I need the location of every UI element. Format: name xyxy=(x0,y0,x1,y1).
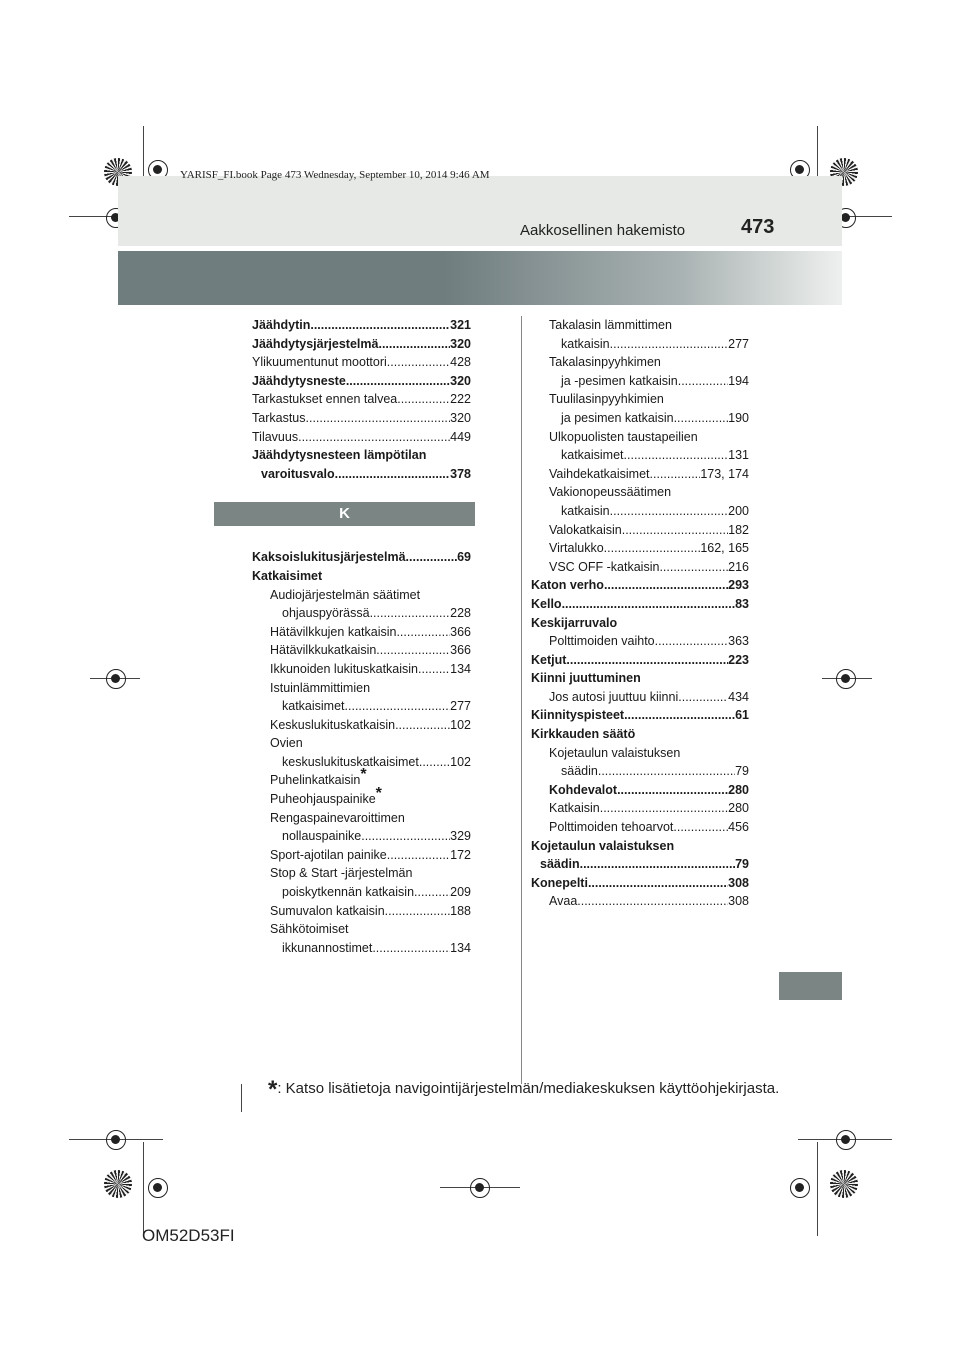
index-entry: Jäähdytysneste ..... 320 xyxy=(252,372,471,391)
index-entry: katkaisin ..... 277 xyxy=(531,335,749,354)
section-title: Aakkosellinen hakemisto xyxy=(520,222,686,239)
index-entry: Polttimoiden tehoarvot ..... 456 xyxy=(531,818,749,837)
index-column-left xyxy=(252,316,471,957)
index-entry: Ylikuumentunut moottori ..... 428 xyxy=(252,353,471,372)
index-entry: keskuslukituskatkaisimet ..... 102 xyxy=(252,753,471,772)
index-entry: Virtalukko ..... 162, 165 xyxy=(531,539,749,558)
index-entry: Takalasinpyyhkimen xyxy=(549,355,661,370)
index-entry: katkaisin ..... 200 xyxy=(531,502,749,521)
index-entry: Ulkopuolisten taustapeilien xyxy=(549,429,698,444)
index-group xyxy=(531,781,749,837)
index-entry: Avaa ..... 308 xyxy=(531,892,749,911)
index-entry: ja pesimen katkaisin ..... 190 xyxy=(531,409,749,428)
registration-mark-icon xyxy=(106,1130,126,1150)
index-entry: katkaisimet ..... 131 xyxy=(531,446,749,465)
index-entry: VSC OFF -katkaisin ..... 216 xyxy=(531,558,749,577)
index-group xyxy=(531,521,749,577)
index-entry: Ikkunoiden lukituskatkaisin ..... 134 xyxy=(252,660,471,679)
index-entry: Katon verho ..... 293 xyxy=(531,576,749,595)
index-entry: Kiinni juuttuminen xyxy=(531,671,641,686)
index-entry: Hätävilkkukatkaisin ..... 366 xyxy=(252,641,471,660)
starburst-mark-icon xyxy=(830,1170,858,1198)
index-entry: Vakionopeussäätimen xyxy=(549,485,672,500)
header-band xyxy=(118,176,842,246)
index-entry: Jos autosi juuttuu kiinni ..... 434 xyxy=(531,688,749,707)
registration-mark-icon xyxy=(790,1178,810,1198)
index-entry: säädin ..... 79 xyxy=(531,855,749,874)
index-group xyxy=(252,623,471,679)
index-entry: Kojetaulun valaistuksen xyxy=(531,838,675,853)
index-entry: Katkaisin ..... 280 xyxy=(531,799,749,818)
index-entry: Jäähdytysnesteen lämpötilan xyxy=(252,448,427,463)
index-entry: Istuinlämmittimien xyxy=(270,680,371,695)
document-code: OM52D53FI xyxy=(142,1226,235,1245)
index-entry: Jäähdytysjärjestelmä ..... 320 xyxy=(252,335,471,354)
registration-mark-icon xyxy=(836,1130,856,1150)
index-entry: varoitusvalo ..... 378 xyxy=(252,465,471,484)
index-entry: ja -pesimen katkaisin ..... 194 xyxy=(531,372,749,391)
index-group xyxy=(252,316,471,446)
registration-mark-icon xyxy=(836,669,856,689)
index-entry: Konepelti ..... 308 xyxy=(531,874,749,893)
index-entry: Rengaspainevaroittimen xyxy=(270,810,405,825)
index-entry: Katkaisimet xyxy=(252,568,323,583)
chapter-tab xyxy=(779,972,842,1000)
index-entry: Tilavuus ..... 449 xyxy=(252,428,471,447)
index-entry: Sport-ajotilan painike ..... 172 xyxy=(252,846,471,865)
index-entry: poiskytkennän katkaisin ..... 209 xyxy=(252,883,471,902)
index-group xyxy=(531,576,749,613)
starburst-mark-icon xyxy=(104,1170,132,1198)
index-entry: Stop & Start -järjestelmän xyxy=(270,866,413,881)
footnote-mark: * xyxy=(268,1076,278,1103)
index-entry: Tuulilasinpyyhkimien xyxy=(549,392,664,407)
index-entry: Kojetaulun valaistuksen xyxy=(549,745,681,760)
index-entry: Sumuvalon katkaisin ..... 188 xyxy=(252,902,471,921)
index-entry: Tarkastus ..... 320 xyxy=(252,409,471,428)
index-entry: Keskuslukituskatkaisin ..... 102 xyxy=(252,716,471,735)
index-entry: nollauspainike ..... 329 xyxy=(252,827,471,846)
index-column-right xyxy=(531,316,749,911)
index-entry: Valokatkaisin ..... 182 xyxy=(531,521,749,540)
crop-line xyxy=(143,1142,144,1236)
index-entry: Keskijarruvalo xyxy=(531,615,618,630)
header-gradient-bar xyxy=(118,251,842,305)
index-entry: Puheohjauspainike* xyxy=(270,784,382,807)
index-entry: Kello ..... 83 xyxy=(531,595,749,614)
index-entry: säädin ..... 79 xyxy=(531,762,749,781)
index-entry: Vaihdekatkaisimet ..... 173, 174 xyxy=(531,465,749,484)
index-entry: katkaisimet ..... 277 xyxy=(252,697,471,716)
index-entry: Sähkötoimiset xyxy=(270,922,349,937)
registration-mark-icon xyxy=(106,669,126,689)
index-entry: Puhelinkatkaisin* xyxy=(270,766,367,788)
index-entry: Kiinnityspisteet ..... 61 xyxy=(531,706,749,725)
book-info: YARISF_FI.book Page 473 Wednesday, September 10, 2014 9:46 AM xyxy=(180,169,490,181)
page-number: 473 xyxy=(741,216,775,238)
index-entry: Ketjut ..... 223 xyxy=(531,651,749,670)
index-entry: Kaksoislukitusjärjestelmä ..... 69 xyxy=(252,548,471,567)
crop-line xyxy=(241,1084,242,1112)
index-entry: ikkunannostimet ..... 134 xyxy=(252,939,471,958)
index-entry: Hätävilkkujen katkaisin ..... 366 xyxy=(252,623,471,642)
registration-mark-icon xyxy=(148,1178,168,1198)
footnote-text: : Katso lisätietoja navigointijärjestelmän/mediakeskuksen käyttöohjekirjasta. xyxy=(277,1080,780,1097)
index-entry: ohjauspyörässä ..... 228 xyxy=(252,604,471,623)
index-entry: Polttimoiden vaihto ..... 363 xyxy=(531,632,749,651)
index-entry: Audiojärjestelmän säätimet xyxy=(270,587,421,602)
index-entry: Takalasin lämmittimen xyxy=(549,318,672,332)
crop-line xyxy=(817,1142,818,1236)
index-entry: Kohdevalot ..... 280 xyxy=(531,781,749,800)
footnote xyxy=(268,1076,779,1104)
registration-mark-icon xyxy=(470,1178,490,1198)
index-group xyxy=(252,548,471,567)
index-entry: Jäähdytin ..... 321 xyxy=(252,316,471,335)
index-entry: Kirkkauden säätö xyxy=(531,727,636,742)
index-entry: Tarkastukset ennen talvea ..... 222 xyxy=(252,390,471,409)
section-letter-band: K xyxy=(214,502,475,526)
index-entry: Ovien xyxy=(270,736,303,751)
column-divider xyxy=(521,316,522,1084)
